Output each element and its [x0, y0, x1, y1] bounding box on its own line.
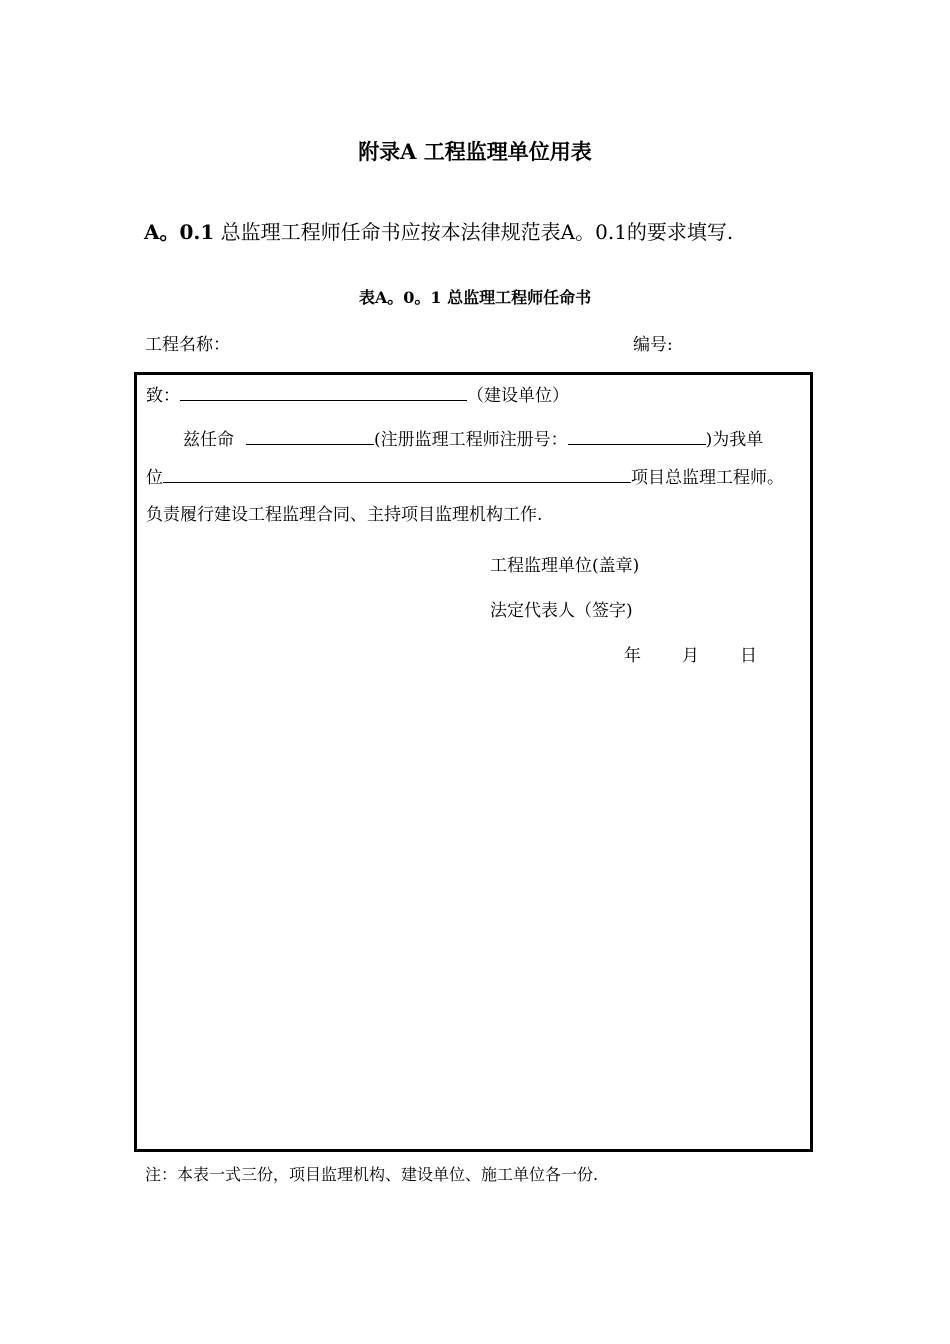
table-title: 表A。0。1 总监理工程师任命书 — [358, 288, 592, 307]
appoint-prefix: 兹任命 — [183, 430, 234, 450]
clause-number: A。0.1 — [144, 220, 215, 244]
registration-number-blank[interactable] — [568, 428, 706, 445]
registration-open: (注册监理工程师注册号： — [374, 430, 568, 450]
recipient-label: 致： — [146, 386, 180, 406]
clause-paragraph — [144, 216, 733, 245]
recipient-blank[interactable] — [180, 384, 467, 401]
project-blank[interactable] — [163, 466, 631, 483]
footnote: 注：本表一式三份，项目监理机构、建设单位、施工单位各一份. — [145, 1165, 599, 1184]
project-name-label: 工程名称： — [145, 335, 230, 355]
clause-text: 总监理工程师任命书应按本法律规范表A。0.1的要求填写. — [214, 220, 734, 244]
registration-close: )为我单 — [705, 430, 764, 450]
recipient-suffix: （建设单位） — [467, 386, 569, 406]
appointee-name-blank[interactable] — [246, 428, 374, 445]
seal-label: 工程监理单位(盖章) — [490, 556, 640, 576]
year-label: 年 — [624, 646, 641, 666]
appointment-form-box — [134, 372, 813, 1152]
unit-prefix: 位 — [146, 468, 163, 488]
legal-rep-signature-label: 法定代表人（签字) — [490, 601, 633, 621]
month-label: 月 — [682, 646, 699, 666]
unit-line — [146, 463, 784, 488]
appointment-line — [183, 425, 763, 450]
day-label: 日 — [740, 646, 757, 666]
page-title: 附录A 工程监理单位用表 — [358, 139, 592, 164]
duty-text: 负责履行建设工程监理合同、主持项目监理机构工作. — [146, 505, 543, 525]
serial-number-label: 编号: — [633, 335, 673, 355]
unit-suffix: 项目总监理工程师。 — [631, 468, 784, 488]
recipient-line — [146, 381, 569, 406]
